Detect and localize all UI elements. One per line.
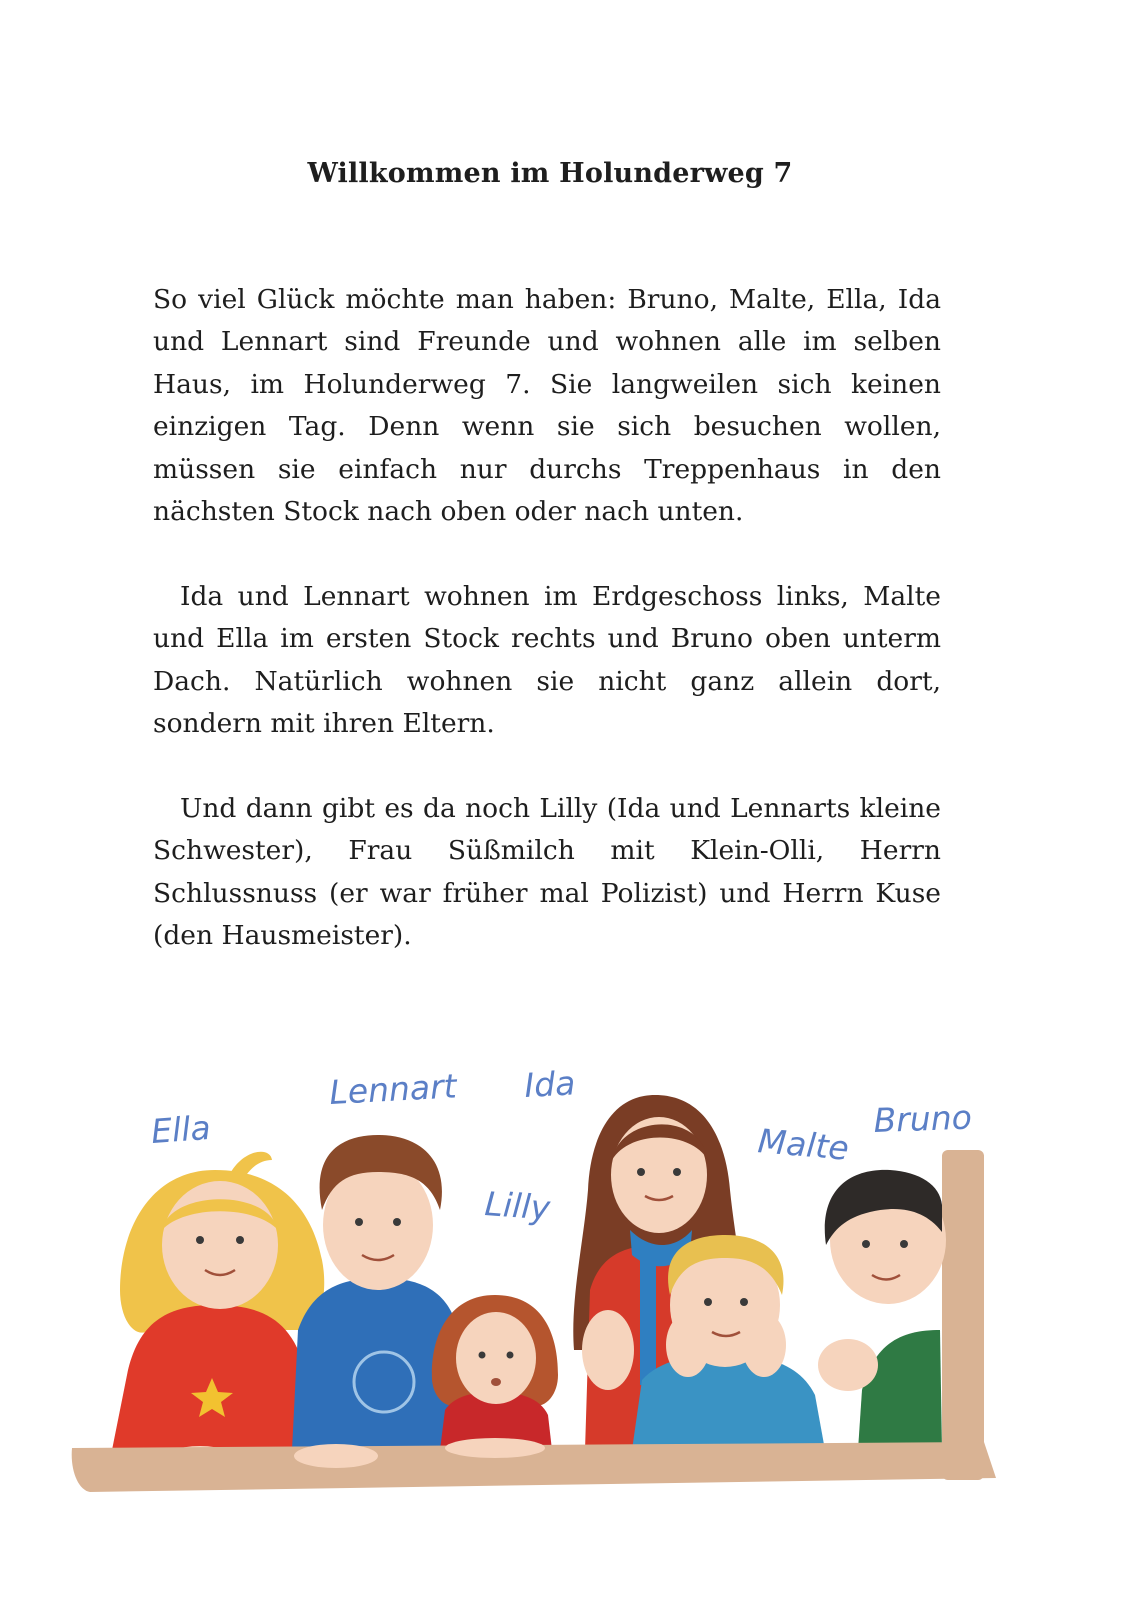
figure-lilly <box>432 1295 558 1450</box>
body-text <box>153 279 941 1000</box>
figure-bruno <box>818 1170 946 1450</box>
name-label-ida: Ida <box>523 1063 577 1105</box>
children-illustration <box>0 1060 1134 1600</box>
lilly-hands <box>445 1438 545 1458</box>
paragraph-intro: So viel Glück möchte man haben: Bruno, Malte, Ella, Ida und Lennart sind Freunde und wohnen alle im selben Haus, im Holunderweg 7. Sie langweilen sich keinen einzigen Tag. Denn wenn sie sich besuchen wollen, müssen sie einfach nur durchs Treppenhaus in den nächsten Stock nach oben oder nach unten. <box>153 284 941 528</box>
name-label-ella: Ella <box>149 1107 212 1151</box>
figure-ella <box>112 1152 324 1478</box>
door-frame <box>942 1150 984 1480</box>
name-label-malte: Malte <box>756 1121 851 1168</box>
name-label-lennart: Lennart <box>328 1066 458 1112</box>
paragraph-neighbours: Und dann gibt es da noch Lilly (Ida und Lennarts kleine Schwester), Frau Süßmilch mit Klein-Olli, Herrn Schlussnuss (er war früher mal Polizist) und Herrn Kuse (den Hausmeister). <box>153 792 941 952</box>
name-label-bruno: Bruno <box>872 1097 973 1140</box>
paragraph-residents: Ida und Lennart wohnen im Erdgeschoss links, Malte und Ella im ersten Stock rechts und Bruno oben unterm Dach. Natürlich wohnen sie nicht ganz allein dort, sondern mit ihren Eltern. <box>153 580 941 740</box>
page-title: Willkommen im Holunderweg 7 <box>307 158 793 189</box>
lennart-hands <box>294 1444 378 1468</box>
name-label-lilly: Lilly <box>483 1184 552 1228</box>
